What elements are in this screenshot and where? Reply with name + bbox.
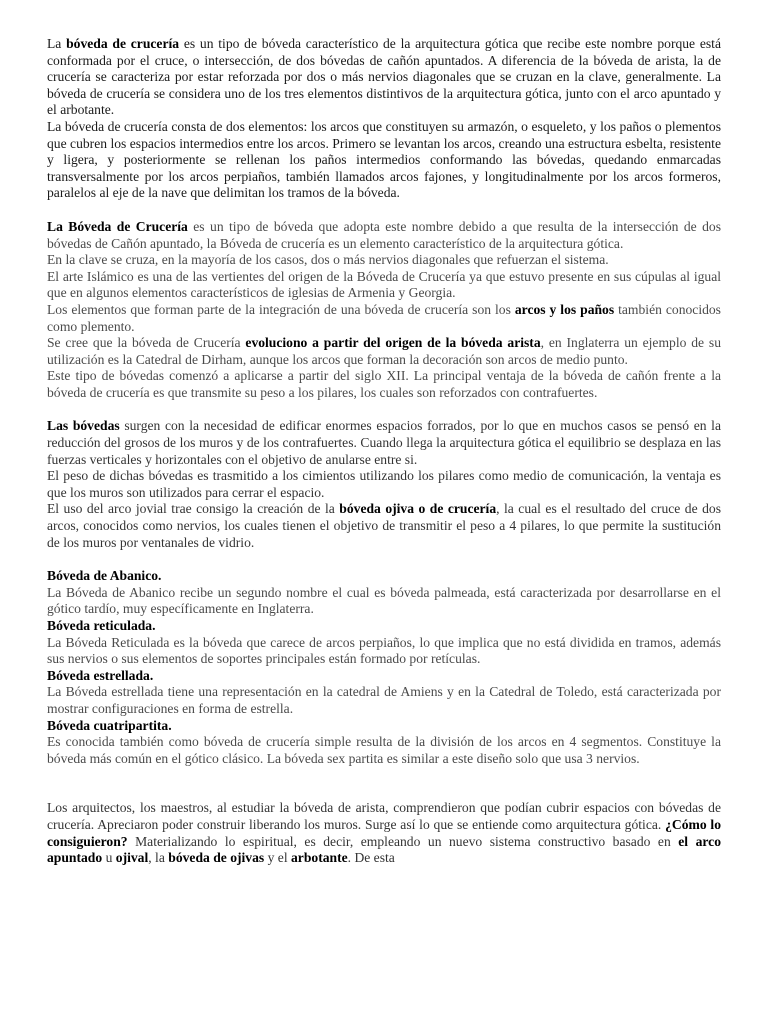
paragraph: La Bóveda estrellada tiene una representación en la catedral de Amiens y en la Catedral de Toledo, está caracterizada por mostrar configuraciones en forma de estrella. [47,684,721,716]
text: Los elementos que forman parte de la integración de una bóveda de crucería son los [47,301,515,317]
text: , en Inglaterra un ejemplo de su utilización es la Catedral de Dirham, aunque los arcos que forman la decoración son arcos de medio punto. [47,335,722,367]
section-types [47,568,721,767]
paragraph: La bóveda de crucería consta de dos elementos: los arcos que constituyen su armazón, o esqueleto, y los paños o plementos que cubren los espacios intermedios entre los arcos. Primero se levantan los arcos, creando una estructura esbelta, resistente y ligera, y posteriormente se rellenan los paños intermedios conformando las bóvedas, quedando enmarcadas transversalmente por los arcos perpiaños, también llamados arcos fajones, y longitudinalmente por los arcos formeros, paralelos al eje de la nave que delimitan los tramos de la bóveda. [47,118,721,201]
heading-text: Bóveda reticulada. [47,618,156,633]
bold-term: evoluciono a partir del origen de la bóveda arista [245,335,541,351]
section-arquitectos [47,800,721,866]
paragraph: En la clave se cruza, en la mayoría de los casos, dos o más nervios diagonales que refuerzan el sistema. [47,252,609,268]
text: . De esta [347,850,395,866]
section-bovedas [47,418,721,551]
heading-text: Bóveda estrellada. [47,667,154,683]
text: , la [148,850,169,866]
bold-term: bóveda de ojivas [168,850,265,866]
paragraph [47,335,721,368]
bold-term: ¿Cómo lo consiguieron? [47,816,721,849]
text: surgen con la necesidad de edificar enormes espacios forrados, por lo que en muchos casos se pensó en la reducción del grosos de los muros y de los contrafuertes. Cuando llega la arquitectura gótica el equilibrio se desplaza en las fuerzas verticales y horizontales con el objetivo de anularse entre si. [47,418,721,467]
heading-cuatripartita [47,718,721,735]
spacer [47,767,721,800]
text: Los arquitectos, los maestros, al estudiar la bóveda de arista, comprendieron que podían cubrir espacios con bóvedas de crucería. Apreciaron poder construir liberando los muros. Surge así lo que se entiende como arquitectura gótica. [47,800,721,832]
paragraph [47,418,721,468]
heading-abanico [47,568,721,585]
spacer [47,551,721,568]
text: u [102,850,116,866]
heading-text: Bóveda cuatripartita. [47,717,172,733]
heading-text: Bóveda de Abanico. [47,568,162,584]
paragraph: La Bóveda de Abanico recibe un segundo nombre el cual es bóveda palmeada, está caracterizada por desarrollarse en el gótico tardío, muy específicamente en Inglaterra. [47,584,721,617]
bold-term: arcos y los paños [514,301,615,317]
document-page [47,36,721,867]
bold-term: La Bóveda de Crucería [47,218,188,234]
paragraph: Este tipo de bóvedas comenzó a aplicarse a partir del siglo XII. La principal ventaja de la bóveda de cañón frente a la bóveda de crucería es que transmite su peso a los pilares, los cuales son reforzados con contrafuertes. [47,368,721,400]
paragraph [47,36,721,119]
paragraph [47,219,721,252]
text: Se cree que la bóveda de Crucería [47,335,246,351]
bold-term: el arco apuntado [47,833,721,866]
bold-term: bóveda de crucería [66,36,180,51]
section-definition [47,219,721,402]
text: y el [264,850,291,866]
bold-term: arbotante [291,850,348,866]
paragraph [47,800,721,866]
bold-term: Las bóvedas [47,418,120,434]
paragraph [47,501,721,551]
heading-reticulada [47,618,721,635]
text: es un tipo de bóveda que adopta este nombre debido a que resulta de la intersección de dos bóvedas de Cañón apuntado, la Bóveda de crucería es un elemento característico de la arquitectura gótica. [47,218,721,251]
paragraph: Es conocida también como bóveda de crucería simple resulta de la división de los arcos en 4 segmentos. Constituye la bóveda más común en el gótico clásico. La bóveda sex partita es similar a este diseño solo que usa 3 nervios. [47,734,721,766]
heading-estrellada [47,668,721,685]
text: Materializando lo espiritual, es decir, empleando un nuevo sistema constructivo basado en [127,833,679,849]
bold-term: bóveda ojiva o de crucería [339,501,497,517]
bold-term: ojival [115,850,149,866]
text: es un tipo de bóveda característico de la arquitectura gótica que recibe este nombre porque está conformada por el cruce, o intersección, de dos bóvedas de cañón apuntados. A diferencia de la bóveda de arista, la de crucería se caracteriza por estar reforzada por dos o más nervios diagonales que se cruzan en la clave, generalmente. La bóveda de crucería se considera uno de los tres elementos distintivos de la arquitectura gótica, junto con el arco apuntado y el arbotante. [47,36,721,118]
paragraph [47,302,721,335]
spacer [47,401,721,418]
text: La [47,36,67,51]
paragraph: La Bóveda Reticulada es la bóveda que carece de arcos perpiaños, lo que implica que no está dividida en tramos, además sus nervios o sus elementos de soportes principales están formado por retículas. [47,634,721,667]
text: , la cual es el resultado del cruce de dos arcos, conocidos como nervios, los cuales tienen el objetivo de transmitir el peso a 4 pilares, lo que permite la sustitución de los muros por ventanales de vidrio. [47,501,721,550]
text: El uso del arco jovial trae consigo la creación de la [47,501,340,517]
paragraph: El arte Islámico es una de las vertientes del origen de la Bóveda de Crucería ya que estuvo presente en sus cúpulas al igual que en algunos elementos característicos de iglesias de Armenia y Georgia. [47,268,721,301]
spacer [47,202,721,219]
text: también conocidos como plemento. [47,301,721,334]
section-intro [47,36,721,202]
paragraph: El peso de dichas bóvedas es trasmitido a los cimientos utilizando los pilares como medio de comunicación, la ventaja es que los muros son utilizados para cerrar el espacio. [47,468,721,500]
